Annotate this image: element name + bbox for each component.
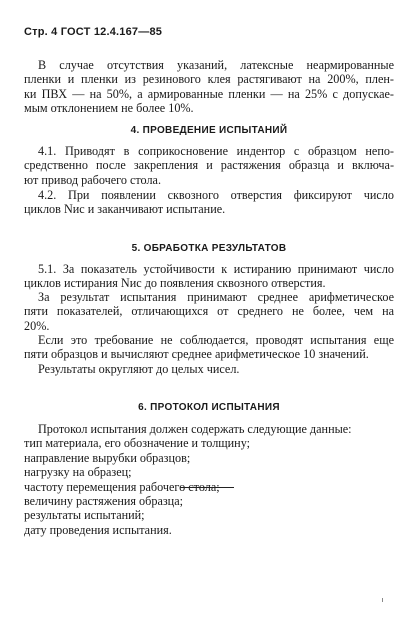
text-line: Протокол испытания должен содержать следующие данные: bbox=[38, 422, 352, 436]
text-line: 20%. bbox=[24, 318, 50, 333]
list-item: величину растяжения образца; bbox=[24, 494, 183, 509]
text-line: пяти показателей, отличающихся от среднего не более, чем на bbox=[24, 304, 394, 319]
text-line: пяти образцов и вычисляют среднее арифметическое 10 значений. bbox=[24, 347, 369, 362]
text-line: За результат испытания принимают среднее арифметическое bbox=[38, 290, 394, 304]
text-line: циклов Nис и заканчивают испытание. bbox=[24, 202, 226, 217]
text-line: ки ПВХ — на 50%, а армированные пленки — на 25% с допускае- bbox=[24, 86, 394, 101]
text-line: 4.1. Приводят в соприкосновение индентор с образцом непо- bbox=[38, 144, 394, 158]
text-line: мым отклонением не более 10%. bbox=[24, 101, 194, 116]
text-line: циклов истирания Nис до появления сквозного отверстия. bbox=[24, 276, 326, 291]
section-5-paragraph-2 bbox=[24, 290, 394, 333]
text-line: ют привод рабочего стола. bbox=[24, 172, 162, 187]
section-5-paragraph-3 bbox=[24, 333, 394, 362]
section-5-paragraph-4 bbox=[24, 362, 394, 376]
text-line: Если это требование не соблюдается, проводят испытания еще bbox=[38, 333, 394, 347]
text-line: 4.2. При появлении сквозного отверстия фиксируют число bbox=[38, 188, 394, 202]
intro-paragraph bbox=[24, 58, 394, 116]
list-item: тип материала, его обозначение и толщину; bbox=[24, 436, 251, 451]
text-line: В случае отсутствия указаний, латексные неармированные bbox=[38, 58, 394, 72]
text-line: 5.1. За показатель устойчивости к истиранию принимают число bbox=[38, 262, 394, 276]
section-6-list bbox=[24, 422, 394, 537]
text-line: пленки и пленки из резинового клея растягивают на 200%, плен- bbox=[24, 72, 394, 87]
list-item: результаты испытаний; bbox=[24, 508, 145, 523]
section-4-paragraph-1 bbox=[24, 144, 394, 187]
section-6-heading: 6. ПРОТОКОЛ ИСПЫТАНИЯ bbox=[138, 402, 280, 413]
section-4-paragraph-2 bbox=[24, 188, 394, 217]
text-line: Результаты округляют до целых чисел. bbox=[38, 362, 240, 376]
section-5-paragraph-1 bbox=[24, 262, 394, 291]
list-item: дату проведения испытания. bbox=[24, 522, 172, 537]
section-4-heading: 4. ПРОВЕДЕНИЕ ИСПЫТАНИЙ bbox=[130, 125, 288, 136]
list-item: направление вырубки образцов; bbox=[24, 450, 191, 465]
list-item: нагрузку на образец; bbox=[24, 465, 132, 480]
section-5-heading: 5. ОБРАБОТКА РЕЗУЛЬТАТОВ bbox=[131, 243, 287, 254]
page-header: Стр. 4 ГОСТ 12.4.167—85 bbox=[24, 26, 163, 38]
text-line: средственно после закрепления и растяжения образца и включа- bbox=[24, 158, 394, 173]
scan-mark bbox=[382, 598, 383, 602]
list-item: частоту перемещения рабочего стола; bbox=[24, 479, 220, 494]
end-divider bbox=[180, 487, 234, 488]
